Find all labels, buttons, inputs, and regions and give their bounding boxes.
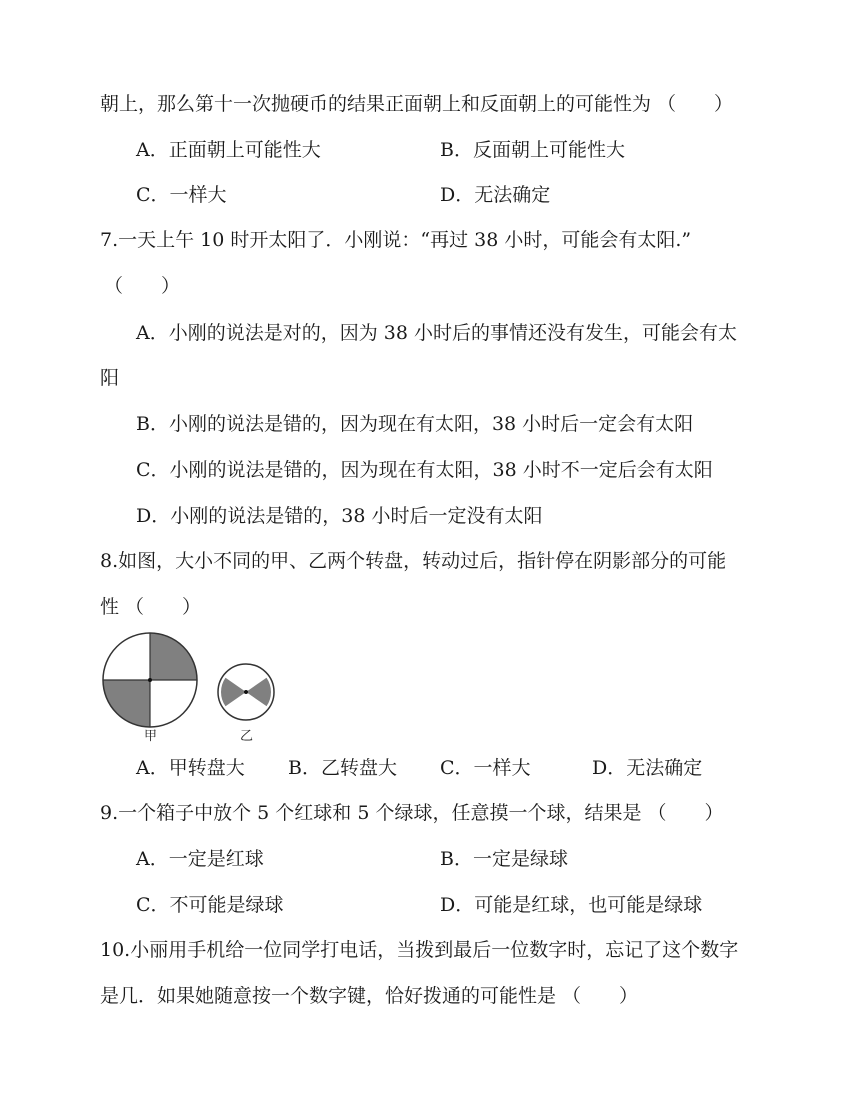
q8-stem-wrap: 性 （ ） (100, 596, 202, 618)
q9-option-c: C．不可能是绿球 (136, 894, 284, 916)
q9-option-d: D．可能是红球，也可能是绿球 (440, 894, 703, 916)
q7-option-b: B．小刚的说法是错的，因为现在有太阳，38 小时后一定会有太阳 (136, 413, 694, 435)
spinners-diagram (100, 628, 280, 746)
spinner-yi (218, 664, 274, 720)
q10-stem: 10.小丽用手机给一位同学打电话，当拨到最后一位数字时，忘记了这个数字 (100, 939, 739, 961)
q9-option-a: A．一定是红球 (136, 848, 264, 870)
spinner-label-jia: 甲 (144, 729, 158, 744)
q6-option-a: A．正面朝上可能性大 (136, 139, 321, 161)
q6-option-b: B．反面朝上可能性大 (440, 139, 625, 161)
q9-stem: 9.一个箱子中放个 5 个红球和 5 个绿球，任意摸一个球，结果是 （ ） (100, 802, 724, 824)
q7-answer-paren: （ ） (104, 275, 181, 297)
q7-option-a: A．小刚的说法是对的，因为 38 小时后的事情还没有发生，可能会有太 (136, 322, 737, 344)
q9-option-b: B．一定是绿球 (440, 848, 568, 870)
spinner-yi-center (244, 690, 248, 694)
spinner-figure (100, 628, 280, 746)
q8-stem: 8.如图，大小不同的甲、乙两个转盘，转动过后，指针停在阴影部分的可能 (100, 550, 727, 572)
q7-option-d: D．小刚的说法是错的，38 小时后一定没有太阳 (136, 505, 543, 527)
q8-option-b: B．乙转盘大 (288, 757, 397, 779)
spinner-jia-center (148, 678, 152, 682)
spinner-label-yi: 乙 (240, 729, 254, 744)
spinner-jia (103, 633, 197, 727)
q7-option-c: C．小刚的说法是错的，因为现在有太阳，38 小时不一定后会有太阳 (136, 459, 713, 481)
q6-option-d: D．无法确定 (440, 184, 551, 206)
q7-stem: 7.一天上午 10 时开太阳了．小刚说：“再过 38 小时，可能会有太阳.” (100, 229, 692, 251)
q8-option-c: C．一样大 (440, 757, 531, 779)
q6-option-c: C．一样大 (136, 184, 227, 206)
q8-option-d: D．无法确定 (592, 757, 703, 779)
q10-stem-wrap: 是几．如果她随意按一个数字键，恰好拨通的可能性是 （ ） (100, 985, 639, 1007)
q6-stem-continuation: 朝上，那么第十一次抛硬币的结果正面朝上和反面朝上的可能性为 （ ） (100, 93, 734, 115)
q7-option-a-wrap: 阳 (100, 367, 120, 389)
q8-option-a: A．甲转盘大 (136, 757, 245, 779)
